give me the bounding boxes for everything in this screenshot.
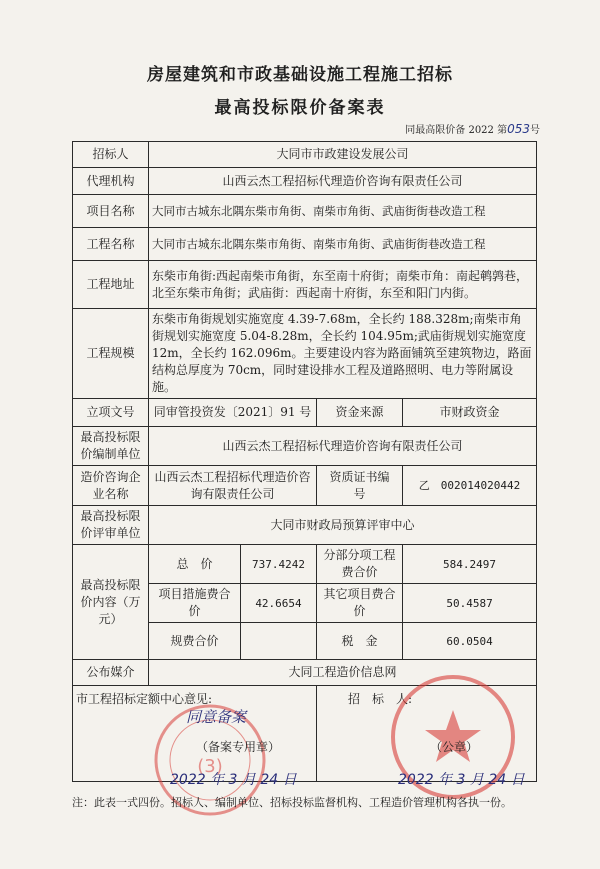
value-dailijigou: 山西云杰工程招标代理造价咨询有限责任公司	[149, 168, 537, 195]
row-xiangmumingcheng	[73, 195, 537, 228]
label-dailijigou: 代理机构	[73, 168, 149, 195]
value-cuoshi: 42.6654	[241, 584, 317, 623]
value-zijinlaiyuan: 市财政资金	[403, 399, 537, 427]
sig-right-date: 2022 年 3 月 24 日	[398, 772, 525, 788]
row-zixun	[73, 466, 537, 506]
label-zizhi: 资质证书编 号	[317, 466, 403, 506]
label-shuijin: 税 金	[317, 623, 403, 660]
document-number	[405, 121, 540, 136]
label-meiti: 公布媒介	[73, 660, 149, 686]
sig-right-label: 招 标 人:	[348, 692, 413, 706]
label-bianzhi: 最高投标限价编制单位	[73, 427, 149, 466]
svg-text:(3): (3)	[197, 756, 223, 777]
row-neirong-1	[73, 545, 537, 584]
label-gongchengmingcheng: 工程名称	[73, 228, 149, 261]
value-shuijin: 60.0504	[403, 623, 537, 660]
label-neirong: 最高投标限价内容（万元）	[73, 545, 149, 660]
sig-left-label: 市工程招标定额中心意见:	[76, 692, 213, 706]
value-gongchengmingcheng: 大同市古城东北隅东柴市角街、南柴市角街、武庙街街巷改造工程	[149, 228, 537, 261]
label-zongjia: 总 价	[149, 545, 241, 584]
label-zhaobiaoren: 招标人	[73, 142, 149, 168]
approval-handwriting: 同意备案	[186, 708, 247, 726]
value-xiangmumingcheng: 大同市古城东北隅东柴市角街、南柴市角街、武庙街街巷改造工程	[149, 195, 537, 228]
label-gongchengguimo: 工程规模	[73, 309, 149, 399]
row-lixiang	[73, 399, 537, 427]
value-guifei	[241, 623, 317, 660]
value-fenbu: 584.2497	[403, 545, 537, 584]
sig-left-date: 2022 年 3 月 24 日	[170, 772, 297, 788]
value-zhaobiaoren: 大同市市政建设发展公司	[149, 142, 537, 168]
row-pingshen	[73, 506, 537, 545]
value-lixiang: 同审管投资发〔2021〕91 号	[149, 399, 317, 427]
row-zhaobiaoren	[73, 142, 537, 168]
label-pingshen: 最高投标限价评审单位	[73, 506, 149, 545]
row-gongchengguimo	[73, 309, 537, 399]
row-dailijigou	[73, 168, 537, 195]
title-line-2: 最高投标限价备案表	[214, 98, 386, 118]
filing-seal-label: （备案专用章）	[196, 740, 281, 754]
label-guifei: 规费合价	[149, 623, 241, 660]
label-fenbu: 分部分项工程费合价	[317, 545, 403, 584]
label-qita: 其它项目费合 价	[317, 584, 403, 623]
doc-number-prefix: 同最高限价备 2022 第	[405, 125, 508, 136]
value-zizhi: 乙 002014020442	[403, 466, 537, 506]
value-gongchengdizhi: 东柴市角街:西起南柴市角街，东至南十府街；南柴市角：南起鹌鹑巷，北至东柴市角街；武庙街：西起南十府街，东至和阳门内街。	[149, 261, 537, 309]
value-meiti: 大同工程造价信息网	[149, 660, 537, 686]
value-qita: 50.4587	[403, 584, 537, 623]
label-xiangmumingcheng: 项目名称	[73, 195, 149, 228]
doc-number-value: 053	[507, 122, 530, 136]
company-seal-label: （公章）	[430, 740, 479, 754]
label-lixiang: 立项文号	[73, 399, 149, 427]
footnote: 注：此表一式四份。招标人、编制单位、招标投标监督机构、工程造价管理机构各执一份。	[72, 796, 512, 809]
value-bianzhi: 山西云杰工程招标代理造价咨询有限责任公司	[149, 427, 537, 466]
label-zixun: 造价咨询企业名称	[73, 466, 149, 506]
title-line-1: 房屋建筑和市政基础设施工程施工招标	[147, 65, 453, 85]
row-bianzhi	[73, 427, 537, 466]
label-zijinlaiyuan: 资金来源	[317, 399, 403, 427]
value-zongjia: 737.4242	[241, 545, 317, 584]
doc-number-suffix: 号	[530, 125, 540, 136]
row-gongchengdizhi	[73, 261, 537, 309]
value-pingshen: 大同市财政局预算评审中心	[149, 506, 537, 545]
value-gongchengguimo: 东柴市角街规划实施宽度 4.39-7.68m，全长约 188.328m;南柴市角街规划实施宽度 5.04-8.28m，全长约 104.95m;武庙街规划实施宽度 12m，全长约 162.096m。主要建设内容为路面铺筑至建筑物边，路面结构总厚度为 70cm，同时建设排水工程及道路照明、电力等附属设施。	[149, 309, 537, 399]
label-gongchengdizhi: 工程地址	[73, 261, 149, 309]
row-gongchengmingcheng	[73, 228, 537, 261]
value-zixun: 山西云杰工程招标代理造价咨询有限责任公司	[149, 466, 317, 506]
label-cuoshi: 项目措施费合 价	[149, 584, 241, 623]
